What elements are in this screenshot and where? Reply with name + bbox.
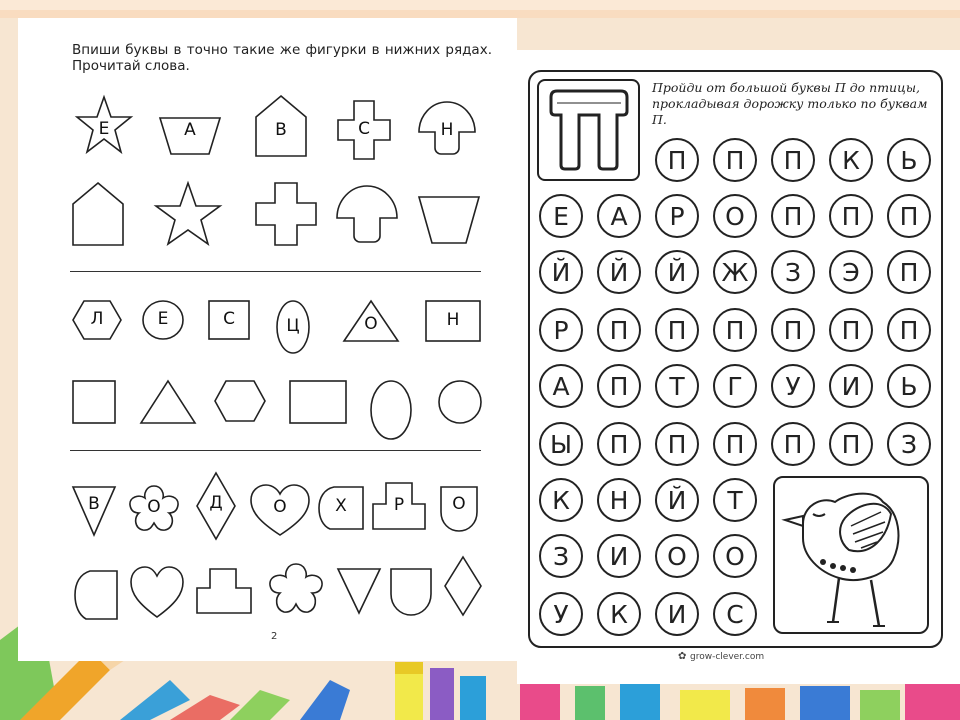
letter-cell: Й — [597, 250, 641, 294]
letter-cell: П — [771, 422, 815, 466]
letter-cell: Т — [655, 364, 699, 408]
letter-cell: У — [539, 592, 583, 636]
letter-cell: П — [655, 138, 699, 182]
star-shape-lettered: Е — [76, 95, 132, 155]
heart-shape-empty — [130, 566, 184, 618]
letter-cell: К — [539, 478, 583, 522]
letter-cell: Ы — [539, 422, 583, 466]
letter-cell: О — [655, 534, 699, 578]
diamond-shape-empty — [444, 556, 482, 616]
house-shape-lettered: В — [255, 95, 307, 157]
letter-cell: И — [597, 534, 641, 578]
step-shape-empty — [196, 568, 252, 614]
trapezoid-shape-empty — [418, 196, 480, 244]
letter-cell: Р — [655, 194, 699, 238]
letter-cell: С — [713, 592, 757, 636]
square-shape-lettered: С — [208, 300, 250, 340]
mushroom-shape-lettered: Н — [417, 98, 477, 158]
heart-shape-lettered: О — [250, 484, 310, 536]
letter-cell: П — [655, 422, 699, 466]
letter-cell: Р — [539, 308, 583, 352]
bell-shape-lettered: О — [440, 486, 478, 532]
cross-shape-lettered: С — [337, 100, 391, 160]
diamond-shape-lettered: Д — [196, 472, 236, 540]
letter-cell: П — [597, 308, 641, 352]
bird-icon — [773, 476, 929, 634]
letter-cell: У — [771, 364, 815, 408]
triangle-shape-empty — [140, 380, 196, 424]
letter-cell: И — [655, 592, 699, 636]
flower-shape-lettered: О — [127, 484, 181, 534]
instruction-text: Впиши буквы в точно такие же фигурки в нижних рядах. Прочитай слова. — [72, 42, 492, 74]
letter-cell: О — [713, 534, 757, 578]
letter-cell: Э — [829, 250, 873, 294]
letter-cell: А — [597, 194, 641, 238]
inverted-triangle-shape-lettered: В — [72, 486, 116, 536]
letter-cell: П — [829, 308, 873, 352]
half-round-shape-empty — [74, 570, 118, 620]
big-letter-p-icon — [537, 79, 640, 181]
house-shape-empty — [72, 182, 124, 246]
maze-hint-text: Пройди от большой буквы П до птицы, прокладывая дорожку только по буквам П. — [652, 80, 928, 127]
inverted-triangle-shape-empty — [337, 568, 381, 614]
letter-cell: П — [829, 422, 873, 466]
letter-cell: Ь — [887, 364, 931, 408]
cross-shape-empty — [255, 182, 317, 246]
letter-cell: П — [887, 308, 931, 352]
website-label: grow-clever.com — [690, 652, 765, 662]
rectangle-shape-lettered: Н — [425, 300, 481, 342]
letter-cell: П — [829, 194, 873, 238]
letter-cell: К — [597, 592, 641, 636]
letter-cell: П — [771, 308, 815, 352]
flower-shape-empty — [268, 562, 324, 616]
star-shape-empty — [155, 182, 221, 246]
letter-cell: П — [887, 194, 931, 238]
divider-line — [70, 450, 481, 451]
letter-cell: Е — [539, 194, 583, 238]
letter-cell: П — [713, 308, 757, 352]
oval-shape-empty — [370, 380, 412, 440]
half-round-shape-lettered: Х — [318, 486, 364, 530]
hexagon-shape-empty — [214, 380, 266, 422]
letter-cell: З — [539, 534, 583, 578]
letter-cell: Т — [713, 478, 757, 522]
page-number: 2 — [271, 631, 278, 642]
letter-cell: П — [597, 364, 641, 408]
letter-cell: П — [655, 308, 699, 352]
letter-cell: П — [713, 422, 757, 466]
letter-cell: П — [887, 250, 931, 294]
circle-shape-empty — [438, 380, 482, 424]
letter-cell: О — [713, 194, 757, 238]
letter-cell: П — [597, 422, 641, 466]
letter-cell: Г — [713, 364, 757, 408]
flower-icon: ✿ — [678, 651, 687, 662]
letter-cell: З — [771, 250, 815, 294]
letter-cell: П — [771, 194, 815, 238]
triangle-shape-lettered: О — [343, 300, 399, 342]
trapezoid-shape-lettered: А — [159, 117, 221, 155]
letter-cell: П — [771, 138, 815, 182]
letter-cell: Й — [539, 250, 583, 294]
divider-line — [70, 271, 481, 272]
letter-cell: К — [829, 138, 873, 182]
letter-cell: Н — [597, 478, 641, 522]
rectangle-shape-empty — [289, 380, 347, 424]
mushroom-shape-empty — [335, 182, 399, 246]
letter-cell: Й — [655, 478, 699, 522]
letter-cell: П — [713, 138, 757, 182]
letter-cell: Й — [655, 250, 699, 294]
square-shape-empty — [72, 380, 116, 424]
letter-cell: И — [829, 364, 873, 408]
letter-cell: А — [539, 364, 583, 408]
hexagon-shape-lettered: Л — [72, 300, 122, 340]
letter-cell: Ь — [887, 138, 931, 182]
letter-cell: З — [887, 422, 931, 466]
step-shape-lettered: Р — [372, 482, 426, 530]
oval-shape-lettered: Ц — [276, 300, 310, 354]
bell-shape-empty — [390, 568, 432, 616]
circle-shape-lettered: Е — [142, 300, 184, 340]
letter-cell: Ж — [713, 250, 757, 294]
